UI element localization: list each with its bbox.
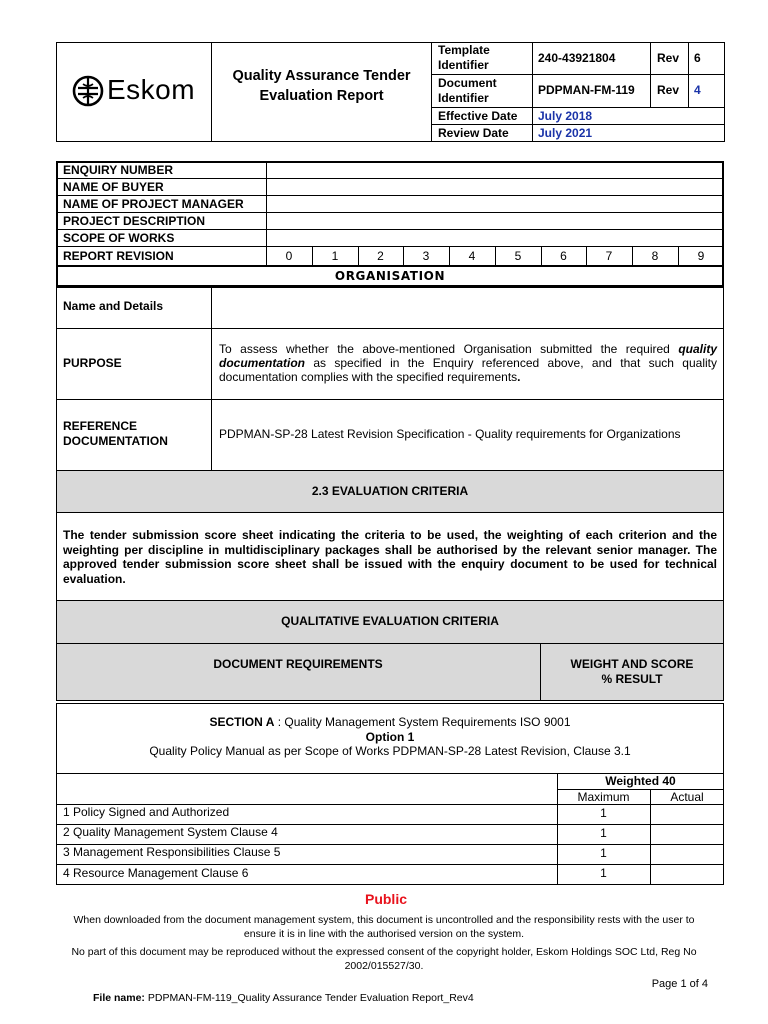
option-text: Quality Policy Manual as per Scope of Works PDPMAN-SP-28 Latest Revision, Clause 3.1 (149, 744, 631, 758)
document-rev-label: Rev (657, 83, 680, 97)
revision-3: 3 (422, 249, 430, 263)
revision-0: 0 (285, 249, 293, 263)
template-identifier-label: Template Identifier (438, 43, 490, 72)
score-row-max: 1 (600, 866, 607, 880)
title-line-1: Quality Assurance Tender (232, 68, 411, 84)
maximum-label: Maximum (577, 790, 630, 804)
name-of-buyer-label: NAME OF BUYER (63, 180, 164, 194)
page-number: Page 1 of 4 (651, 978, 708, 990)
effective-date-value: July 2018 (538, 109, 593, 123)
revision-9: 9 (697, 249, 705, 263)
name-and-details-label: Name and Details (63, 299, 164, 313)
option-label: Option 1 (365, 730, 415, 744)
reference-documentation-label: REFERENCE DOCUMENTATION (63, 419, 168, 448)
section-a-title: SECTION A : Quality Management System Requirements ISO 9001 (209, 715, 571, 729)
score-row-item: 1 Policy Signed and Authorized (63, 805, 230, 819)
score-row-max: 1 (600, 846, 607, 860)
score-row-item: 2 Quality Management System Clause 4 (63, 825, 278, 839)
score-row-max: 1 (600, 826, 607, 840)
weight-and-score-heading: WEIGHT AND SCORE % RESULT (570, 657, 694, 686)
logo-wordmark: Eskom (107, 74, 196, 105)
score-row-item: 3 Management Responsibilities Clause 5 (63, 845, 281, 859)
review-date-label: Review Date (438, 126, 509, 140)
review-date-value: July 2021 (538, 126, 593, 140)
template-rev-label: Rev (657, 51, 680, 65)
revision-6: 6 (560, 249, 567, 263)
template-identifier-value: 240-43921804 (538, 51, 616, 65)
document-identifier-value: PDPMAN-FM-119 (538, 83, 635, 97)
purpose-text: To assess whether the above-mentioned Organisation submitted the required quality documentation as specified in the Enquiry referenced above, and that such quality documentation complies with the specified requirements. (219, 342, 717, 384)
title-line-2: Evaluation Report (259, 88, 384, 104)
footer-disclaimer-1: When downloaded from the document management system, this document is uncontrolled and the responsibility rests with the user to ensure it is in line with the authorised version on the system. (73, 914, 695, 940)
revision-7: 7 (605, 249, 613, 263)
scope-of-works-label: SCOPE OF WORKS (63, 231, 175, 245)
document-identifier-label: Document Identifier (438, 76, 497, 105)
revision-8: 8 (651, 249, 659, 263)
reference-documentation-text: PDPMAN-SP-28 Latest Revision Specification - Quality requirements for Organizations (219, 427, 681, 441)
footer-disclaimer-2: No part of this document may be reproduced without the expressed consent of the copyright holder, Eskom Holdings SOC Ltd, Reg No 2002/015527/30. (71, 946, 697, 972)
effective-date-label: Effective Date (438, 109, 518, 123)
revision-2: 2 (377, 249, 384, 263)
document-rev-value: 4 (694, 83, 701, 97)
document-requirements-heading: DOCUMENT REQUIREMENTS (213, 657, 383, 671)
document-title (212, 66, 431, 106)
revision-4: 4 (468, 249, 476, 263)
purpose-label: PURPOSE (63, 356, 122, 370)
classification-label: Public (364, 891, 407, 907)
score-row-max: 1 (600, 806, 607, 820)
weighted-label: Weighted 40 (605, 774, 676, 788)
evaluation-criteria-heading: 2.3 EVALUATION CRITERIA (311, 484, 469, 498)
actual-label: Actual (670, 790, 704, 804)
evaluation-criteria-text: The tender submission score sheet indicating the criteria to be used, the weighting of each criterion and the weighting per discipline in multidisciplinary packages shall be authorised by the relevant senior manager. The approved tender submission score sheet shall be issued with the enquiry document to be used for technical evaluation. (63, 528, 717, 586)
eskom-logo (72, 74, 194, 108)
template-rev-value: 6 (694, 51, 701, 65)
revision-1: 1 (331, 249, 339, 263)
enquiry-number-label: ENQUIRY NUMBER (63, 163, 174, 177)
revision-5: 5 (514, 249, 522, 263)
organisation-heading: ORGANISATION (334, 269, 446, 283)
score-row-item: 4 Resource Management Clause 6 (63, 866, 249, 880)
project-manager-label: NAME OF PROJECT MANAGER (63, 197, 244, 211)
eskom-logo-icon (72, 75, 104, 107)
report-revision-label: REPORT REVISION (63, 249, 174, 263)
qualitative-criteria-heading: QUALITATIVE EVALUATION CRITERIA (281, 614, 499, 628)
project-description-label: PROJECT DESCRIPTION (63, 214, 206, 228)
file-name: File name: PDPMAN-FM-119_Quality Assurance Tender Evaluation Report_Rev4 (93, 992, 474, 1004)
